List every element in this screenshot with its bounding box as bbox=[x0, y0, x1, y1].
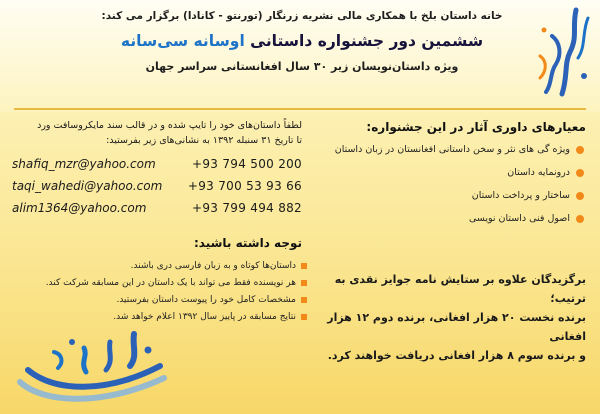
note-item: مشخصات کامل خود را پیوست داستان بفرستید. bbox=[40, 292, 308, 309]
festival-title-main: ششمین دور جشنواره داستانی bbox=[244, 32, 484, 50]
festival-subtitle: ویژه داستان‌نویسان زیر ۳۰ سال افغانستانی سراسر جهان bbox=[145, 60, 459, 73]
note-item: نتایج مسابقه در پاییز سال ۱۳۹۲ اعلام خواهد شد. bbox=[40, 309, 308, 326]
osane-logo-icon bbox=[14, 326, 174, 408]
prizes-section bbox=[301, 270, 586, 365]
header bbox=[82, 8, 522, 76]
notes-title: توجه داشته باشید: bbox=[194, 236, 302, 250]
contact-email[interactable]: shafiq_mzr@yahoo.com bbox=[12, 157, 156, 171]
note-item: هر نویسنده فقط می تواند با یک داستان در این مسابقه شرکت کند. bbox=[40, 275, 308, 292]
khane-dastan-logo-icon bbox=[532, 6, 594, 102]
contact-email[interactable]: taqi_wahedi@yahoo.com bbox=[12, 179, 163, 193]
contact-email[interactable]: alim1364@yahoo.com bbox=[12, 201, 147, 215]
prizes-line: برگزیدگان علاوه بر ستایش نامه جوایز نقدی به ترتیب؛ bbox=[334, 273, 586, 305]
criteria-item: اصول فنی داستان نویسی bbox=[308, 211, 586, 234]
submission-instruction: لطفاً داستان‌های خود را تایپ شده و در قالب سند مایکروسافت ورد bbox=[37, 120, 302, 131]
notes-list bbox=[40, 258, 308, 326]
criteria-item: ساختار و پرداخت داستان bbox=[308, 188, 586, 211]
submission-section bbox=[12, 118, 302, 148]
header-divider bbox=[14, 108, 586, 110]
contact-phone[interactable]: +93 799 494 882 bbox=[192, 201, 302, 215]
note-item: داستان‌ها کوتاه و به زبان فارسی دری باشند. bbox=[40, 258, 308, 275]
contact-row bbox=[12, 175, 302, 197]
criteria-item: درونمایه داستان bbox=[308, 165, 586, 188]
contacts-list bbox=[12, 153, 302, 219]
prizes-line: و برنده سوم ۸ هزار افغانی دریافت خواهند کرد. bbox=[327, 349, 586, 362]
submission-deadline: تا تاریخ ۳۱ سنبله ۱۳۹۲ به نشانی‌های زیر بفرستید: bbox=[106, 135, 302, 146]
header-intro: خانه داستان بلخ با همکاری مالی نشریه زرنگار (تورنتو - کانادا) برگزار می کند: bbox=[101, 10, 503, 22]
criteria-section bbox=[308, 118, 586, 234]
criteria-title: معیارهای داوری آثار در این جشنواره: bbox=[366, 120, 586, 134]
contact-phone[interactable]: +93 794 500 200 bbox=[192, 157, 302, 171]
festival-title bbox=[82, 28, 522, 54]
contact-row bbox=[12, 197, 302, 219]
contact-phone[interactable]: +93 700 53 93 66 bbox=[187, 179, 302, 193]
criteria-item: ویژه گی های نثر و سخن داستانی افغانستان در زبان داستان bbox=[308, 142, 586, 165]
festival-title-highlight: اوسانه سی‌سانه bbox=[120, 32, 245, 50]
contact-row bbox=[12, 153, 302, 175]
criteria-list bbox=[308, 142, 586, 234]
prizes-line: برنده نخست ۲۰ هزار افغانی، برنده دوم ۱۲ هزار افغانی bbox=[327, 311, 586, 343]
